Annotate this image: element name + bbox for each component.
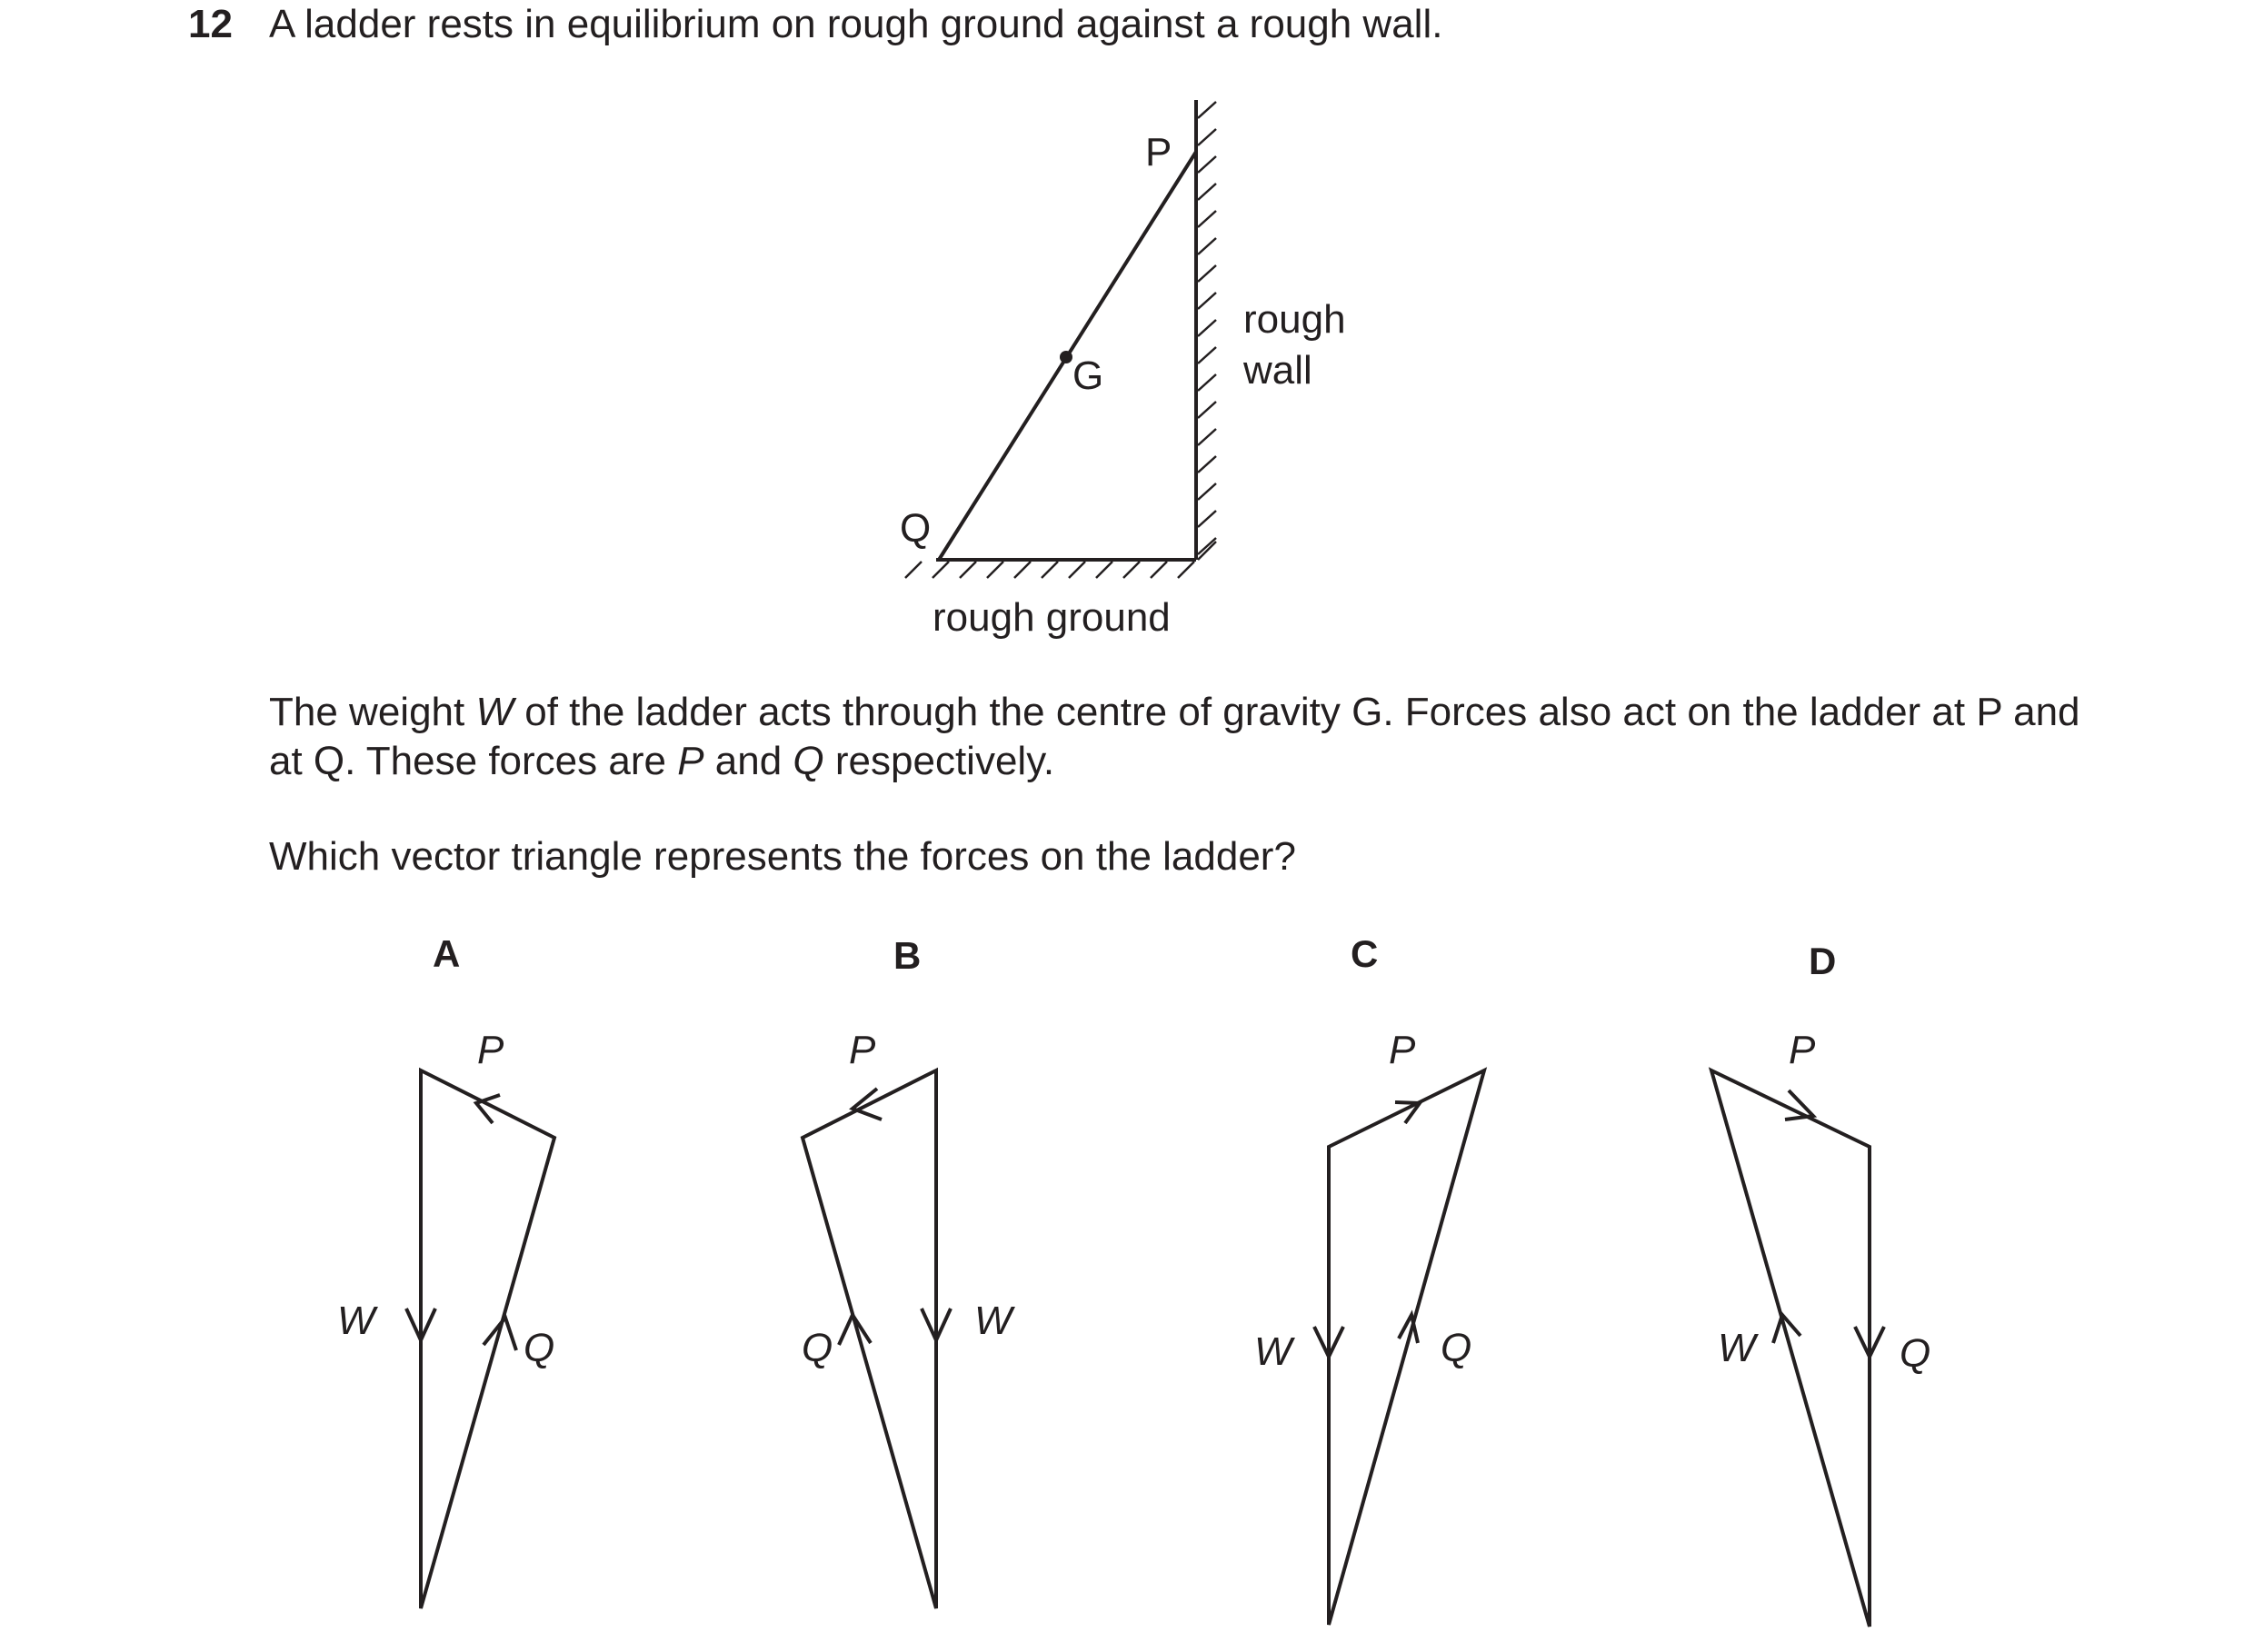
arrow-p [1785,1090,1813,1120]
label-q: Q [524,1326,555,1370]
option-a-letter: A [433,932,461,975]
label-w: W [337,1299,375,1343]
label-q: Q [1441,1326,1472,1370]
force-p-symbol: P [677,739,704,783]
label-q: Q [900,506,932,551]
question-title: A ladder rests in equilibrium on rough ground against a rough wall. [269,2,1443,46]
label-p: P [1389,1028,1416,1072]
arrow-q [839,1315,871,1345]
label-p: P [849,1028,876,1072]
label-p: P [1145,130,1172,174]
centre-of-gravity-dot [1060,351,1072,363]
label-g: G [1072,353,1104,398]
ground-label: rough ground [933,595,1171,640]
label-p: P [477,1028,504,1072]
force-q-symbol: Q [793,739,824,783]
wall-label: rough [1243,297,1346,342]
label-w: W [1718,1326,1756,1370]
para-text: respectively. [823,739,1055,783]
wall-label: wall [1243,348,1312,393]
para-text: The weight [269,690,476,734]
option-d-letter: D [1809,940,1837,982]
label-q: Q [1900,1331,1931,1376]
label-w: W [974,1299,1012,1343]
label-p: P [1789,1028,1816,1072]
weight-symbol: W [475,690,514,734]
label-w: W [1254,1329,1292,1374]
label-q: Q [802,1326,833,1370]
wall-hatching [1198,102,1216,554]
para-text: of the ladder acts through the centre of gravity G. Forces also act on the ladder at P and at Q. These forces are [269,690,2080,783]
option-c-letter: C [1351,932,1379,975]
para-text: and [703,739,793,783]
option-b-letter: B [893,934,922,977]
question-prompt: Which vector triangle represents the forces on the ladder? [269,834,1296,879]
question-number: 12 [188,2,233,46]
